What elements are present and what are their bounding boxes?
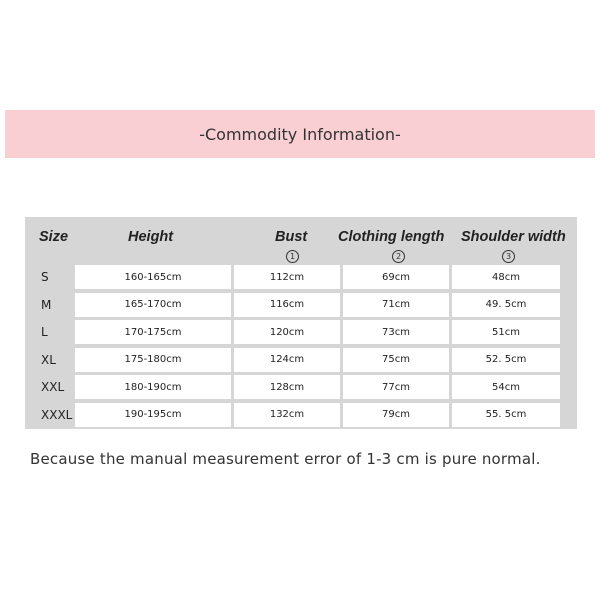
cell-height: 190-195cm [75,403,231,427]
cell-length: 75cm [343,348,449,372]
cell-height: 165-170cm [75,293,231,317]
cell-bust: 132cm [234,403,340,427]
cell-bust: 120cm [234,320,340,344]
cell-shoulder: 55. 5cm [452,403,560,427]
header-bust: Bust [275,229,308,245]
cell-bust: 124cm [234,348,340,372]
cell-bust: 116cm [234,293,340,317]
cell-length: 77cm [343,375,449,399]
size-label: M [41,297,52,312]
clothing-length-marker-icon: 2 [392,250,405,263]
size-label: XXL [41,380,65,394]
cell-shoulder: 49. 5cm [452,293,560,317]
header-shoulder-width: Shoulder width [461,229,566,245]
cell-height: 170-175cm [75,320,231,344]
banner-title: -Commodity Information- [199,124,401,144]
cell-height: 160-165cm [75,265,231,289]
header-size: Size [39,229,69,245]
size-label: L [41,325,48,339]
cell-length: 69cm [343,265,449,289]
title-banner [5,110,595,158]
size-label: XL [41,352,56,367]
cell-shoulder: 54cm [452,375,560,399]
cell-bust: 128cm [234,375,340,399]
cell-shoulder: 48cm [452,265,560,289]
header-clothing-length: Clothing length [338,229,445,245]
size-chart-table [25,217,577,429]
cell-length: 71cm [343,293,449,317]
cell-height: 180-190cm [75,375,231,399]
cell-bust: 112cm [234,265,340,289]
bust-marker-icon: 1 [286,250,299,263]
shoulder-width-marker-icon: 3 [502,250,515,263]
size-label: S [41,270,49,284]
cell-shoulder: 51cm [452,320,560,344]
cell-shoulder: 52. 5cm [452,348,560,372]
measurement-note: Because the manual measurement error of 1-3 cm is pure normal. [30,450,541,468]
cell-height: 175-180cm [75,348,231,372]
cell-length: 73cm [343,320,449,344]
cell-length: 79cm [343,403,449,427]
header-height: Height [128,229,174,245]
size-label: XXXL [41,407,73,422]
